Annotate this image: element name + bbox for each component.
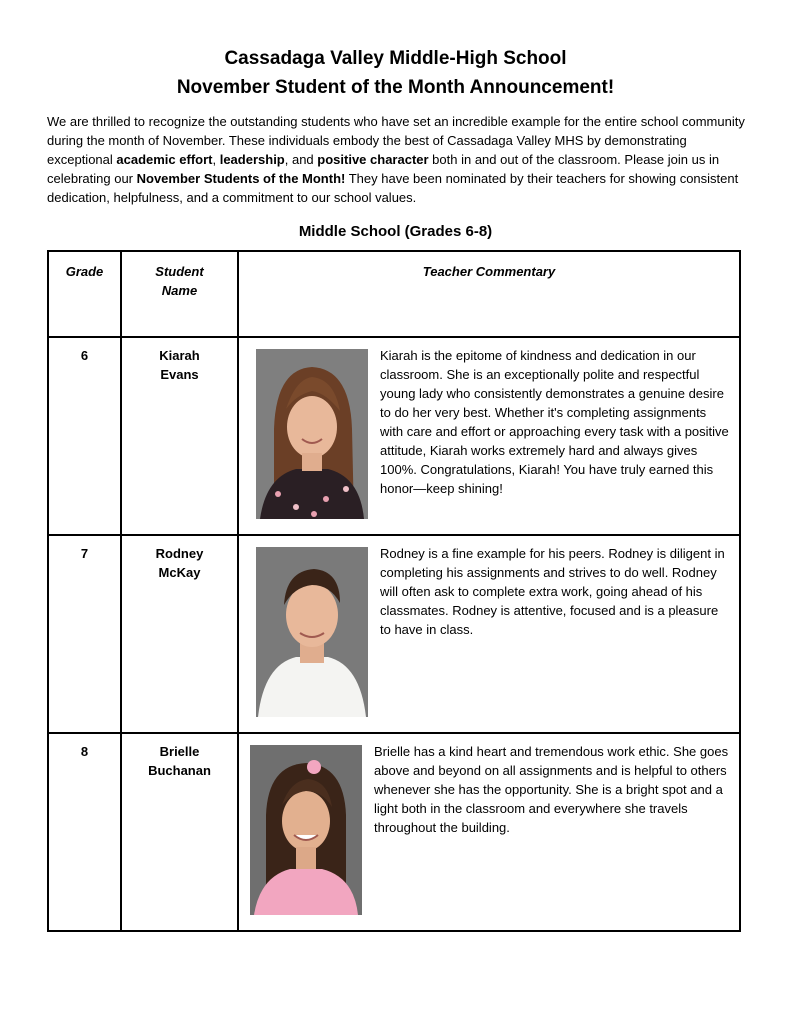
grade-cell (48, 733, 121, 931)
table-row (48, 535, 740, 733)
intro-bold-character: positive character (317, 152, 429, 167)
header-teacher-commentary: Teacher Commentary (238, 251, 740, 337)
teacher-commentary-text: Brielle has a kind heart and tremendous work ethic. She goes above and beyond on all assignments and is helpful to others whenever she has the opportunity. She is a bright spot and a light both in the classroom and everywhere she travels throughout the building. (374, 744, 729, 835)
student-photo-rodney (256, 547, 368, 717)
table-row (48, 733, 740, 931)
grade-value: 6 (80, 348, 89, 363)
grade-cell (48, 337, 121, 535)
name-cell (121, 733, 238, 931)
header-student-name (121, 251, 238, 337)
students-table (47, 250, 741, 932)
intro-text-3: , and (284, 152, 318, 167)
student-name: Brielle Buchanan (148, 744, 211, 778)
page-title-line1: Cassadaga Valley Middle-High School (224, 48, 567, 69)
name-cell (121, 337, 238, 535)
commentary-cell (238, 733, 740, 931)
grade-cell (48, 535, 121, 733)
header-grade: Grade (48, 251, 121, 337)
student-name: Kiarah Evans (159, 348, 200, 382)
student-photo-kiarah (256, 349, 368, 519)
teacher-commentary-text: Kiarah is the epitome of kindness and dedication in our classroom. She is an exceptionally polite and respectful young lady who consistently demonstrates a genuine desire to do her very best. Whether it's completing assignments with care and effort or approaching every task with a positive attitude, Kiarah works extremely hard and always gives 100%. Congratulations, Kiarah! You have truly earned this honor—keep shining! (380, 348, 729, 496)
intro-bold-academic: academic effort (116, 152, 213, 167)
teacher-commentary-text: Rodney is a fine example for his peers. Rodney is diligent in completing his assignments and strives to do well. Rodney will often ask to complete extra work, going ahead of his classmates. Rodney is attentive, focused and is a pleasure to have in class. (380, 546, 725, 637)
intro-text-4: both in and out of the classroom. Please join us in celebrating our (47, 152, 720, 186)
table-header-row (48, 251, 740, 337)
page-title-line2: November Student of the Month Announcement! (176, 77, 615, 98)
section-heading: Middle School (Grades 6-8) (298, 223, 493, 240)
grade-value: 7 (80, 546, 89, 561)
student-name: Rodney McKay (155, 546, 204, 580)
header-student-name-text: Student Name (155, 264, 204, 298)
intro-text-5: They have been nominated by their teachers for showing consistent dedication, helpfulness, and a commitment to our school values. (47, 171, 739, 205)
intro-bold-leadership: leadership (219, 152, 285, 167)
commentary-cell (238, 337, 740, 535)
table-row (48, 337, 740, 535)
intro-text-2: , (212, 152, 220, 167)
intro-text-1: We are thrilled to recognize the outstanding students who have set an incredible example for the entire school community during the month of November. These individuals embody the best of Cassadaga Valley MHS by demonstrating exceptional (47, 114, 745, 167)
grade-value: 8 (80, 744, 89, 759)
intro-paragraph (47, 112, 747, 207)
name-cell (121, 535, 238, 733)
intro-bold-students: November Students of the Month! (136, 171, 346, 186)
student-photo-brielle (250, 745, 362, 915)
commentary-cell (238, 535, 740, 733)
